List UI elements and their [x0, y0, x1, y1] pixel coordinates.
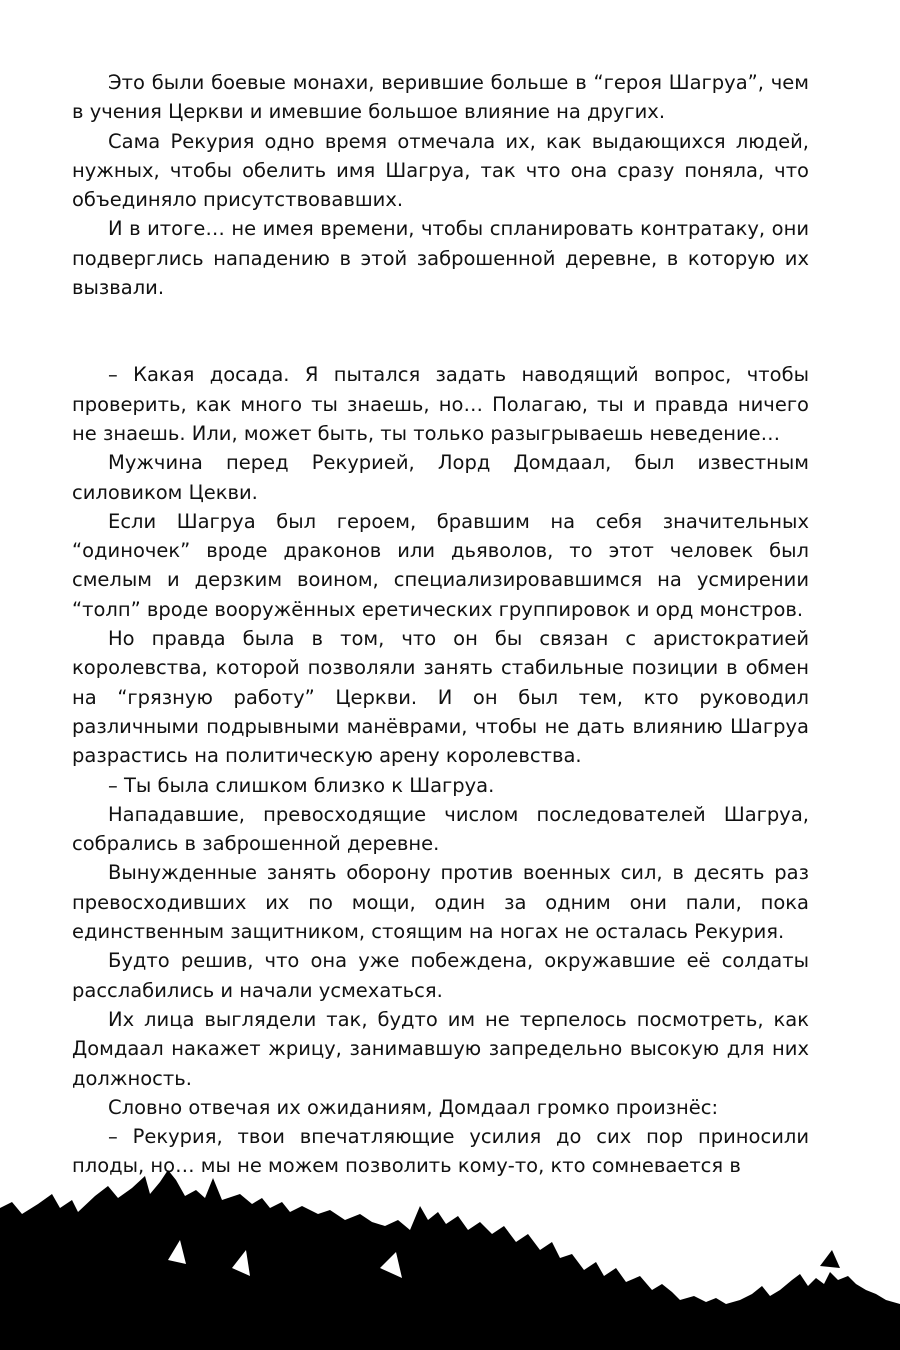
paragraph-11: Будто решив, что она уже побеждена, окружавшие её солдаты расслабились и начали усмехаться.: [72, 949, 809, 1002]
paragraph-2: Сама Рекурия одно время отмечала их, как выдающихся людей, нужных, чтобы обелить имя Шагруа, так что она сразу поняла, что объединяло присутствовавших.: [72, 129, 809, 212]
paragraph-12: Их лица выглядели так, будто им не терпелось посмотреть, как Домдаал накажет жрицу, занимавшую запредельно высокую для них должность.: [72, 1007, 809, 1090]
body-text: [72, 68, 809, 1181]
paragraph-6: Если Шагруа был героем, бравшим на себя значительных “одиночек” вроде драконов или дьяволов, то этот человек был смелым и дерзким воином, специализировавшимся на усмирении “толп” вроде вооружённых еретических группировок и орд монстров.: [72, 509, 809, 621]
silhouette-main-shape: [0, 1170, 900, 1350]
paragraph-5: Мужчина перед Рекурией, Лорд Домдаал, был известным силовиком Цекви.: [72, 451, 809, 504]
jagged-rock-silhouette-decoration: [0, 1150, 900, 1350]
paragraph-14: – Рекурия, твои впечатляющие усилия до сих пор приносили плоды, но… мы не можем позволить кому-то, кто сомневается в: [72, 1125, 809, 1178]
paragraph-13: Словно отвечая их ожиданиям, Домдаал громко произнёс:: [108, 1095, 719, 1119]
paragraph-10: Вынужденные занять оборону против военных сил, в десять раз превосходивших их по мощи, один за одним они пали, пока единственным защитником, стоящим на ногах не осталась Рекурия.: [72, 861, 809, 944]
silhouette-fragment-6: [820, 1250, 840, 1268]
paragraph-7: Но правда была в том, что он бы связан с аристократией королевства, которой позволяли занять стабильные позиции в обмен на “грязную работу” Церкви. И он был тем, кто руководил различными подрывными манёврами, чтобы не дать влиянию Шагруа разрастись на политическую арену королевства.: [72, 627, 809, 768]
paragraph-1: Это были боевые монахи, верившие больше в “героя Шагруа”, чем в учения Церкви и имевшие большое влияние на других.: [72, 71, 809, 124]
paragraph-9: Нападавшие, превосходящие числом последователей Шагруа, собрались в заброшенной деревне.: [72, 802, 809, 856]
paragraph-4: – Какая досада. Я пытался задать наводящий вопрос, чтобы проверить, как много ты знаешь, но… Полагаю, ты и правда ничего не знаешь. Или, может быть, ты только разыгрываешь неведение…: [72, 363, 809, 445]
paragraph-8: – Ты была слишком близко к Шагруа.: [108, 773, 495, 797]
scene-break: [72, 302, 809, 360]
paragraph-3: И в итоге… не имея времени, чтобы спланировать контратаку, они подверглись нападению в этой заброшенной деревне, в которую их вызвали.: [72, 217, 809, 300]
